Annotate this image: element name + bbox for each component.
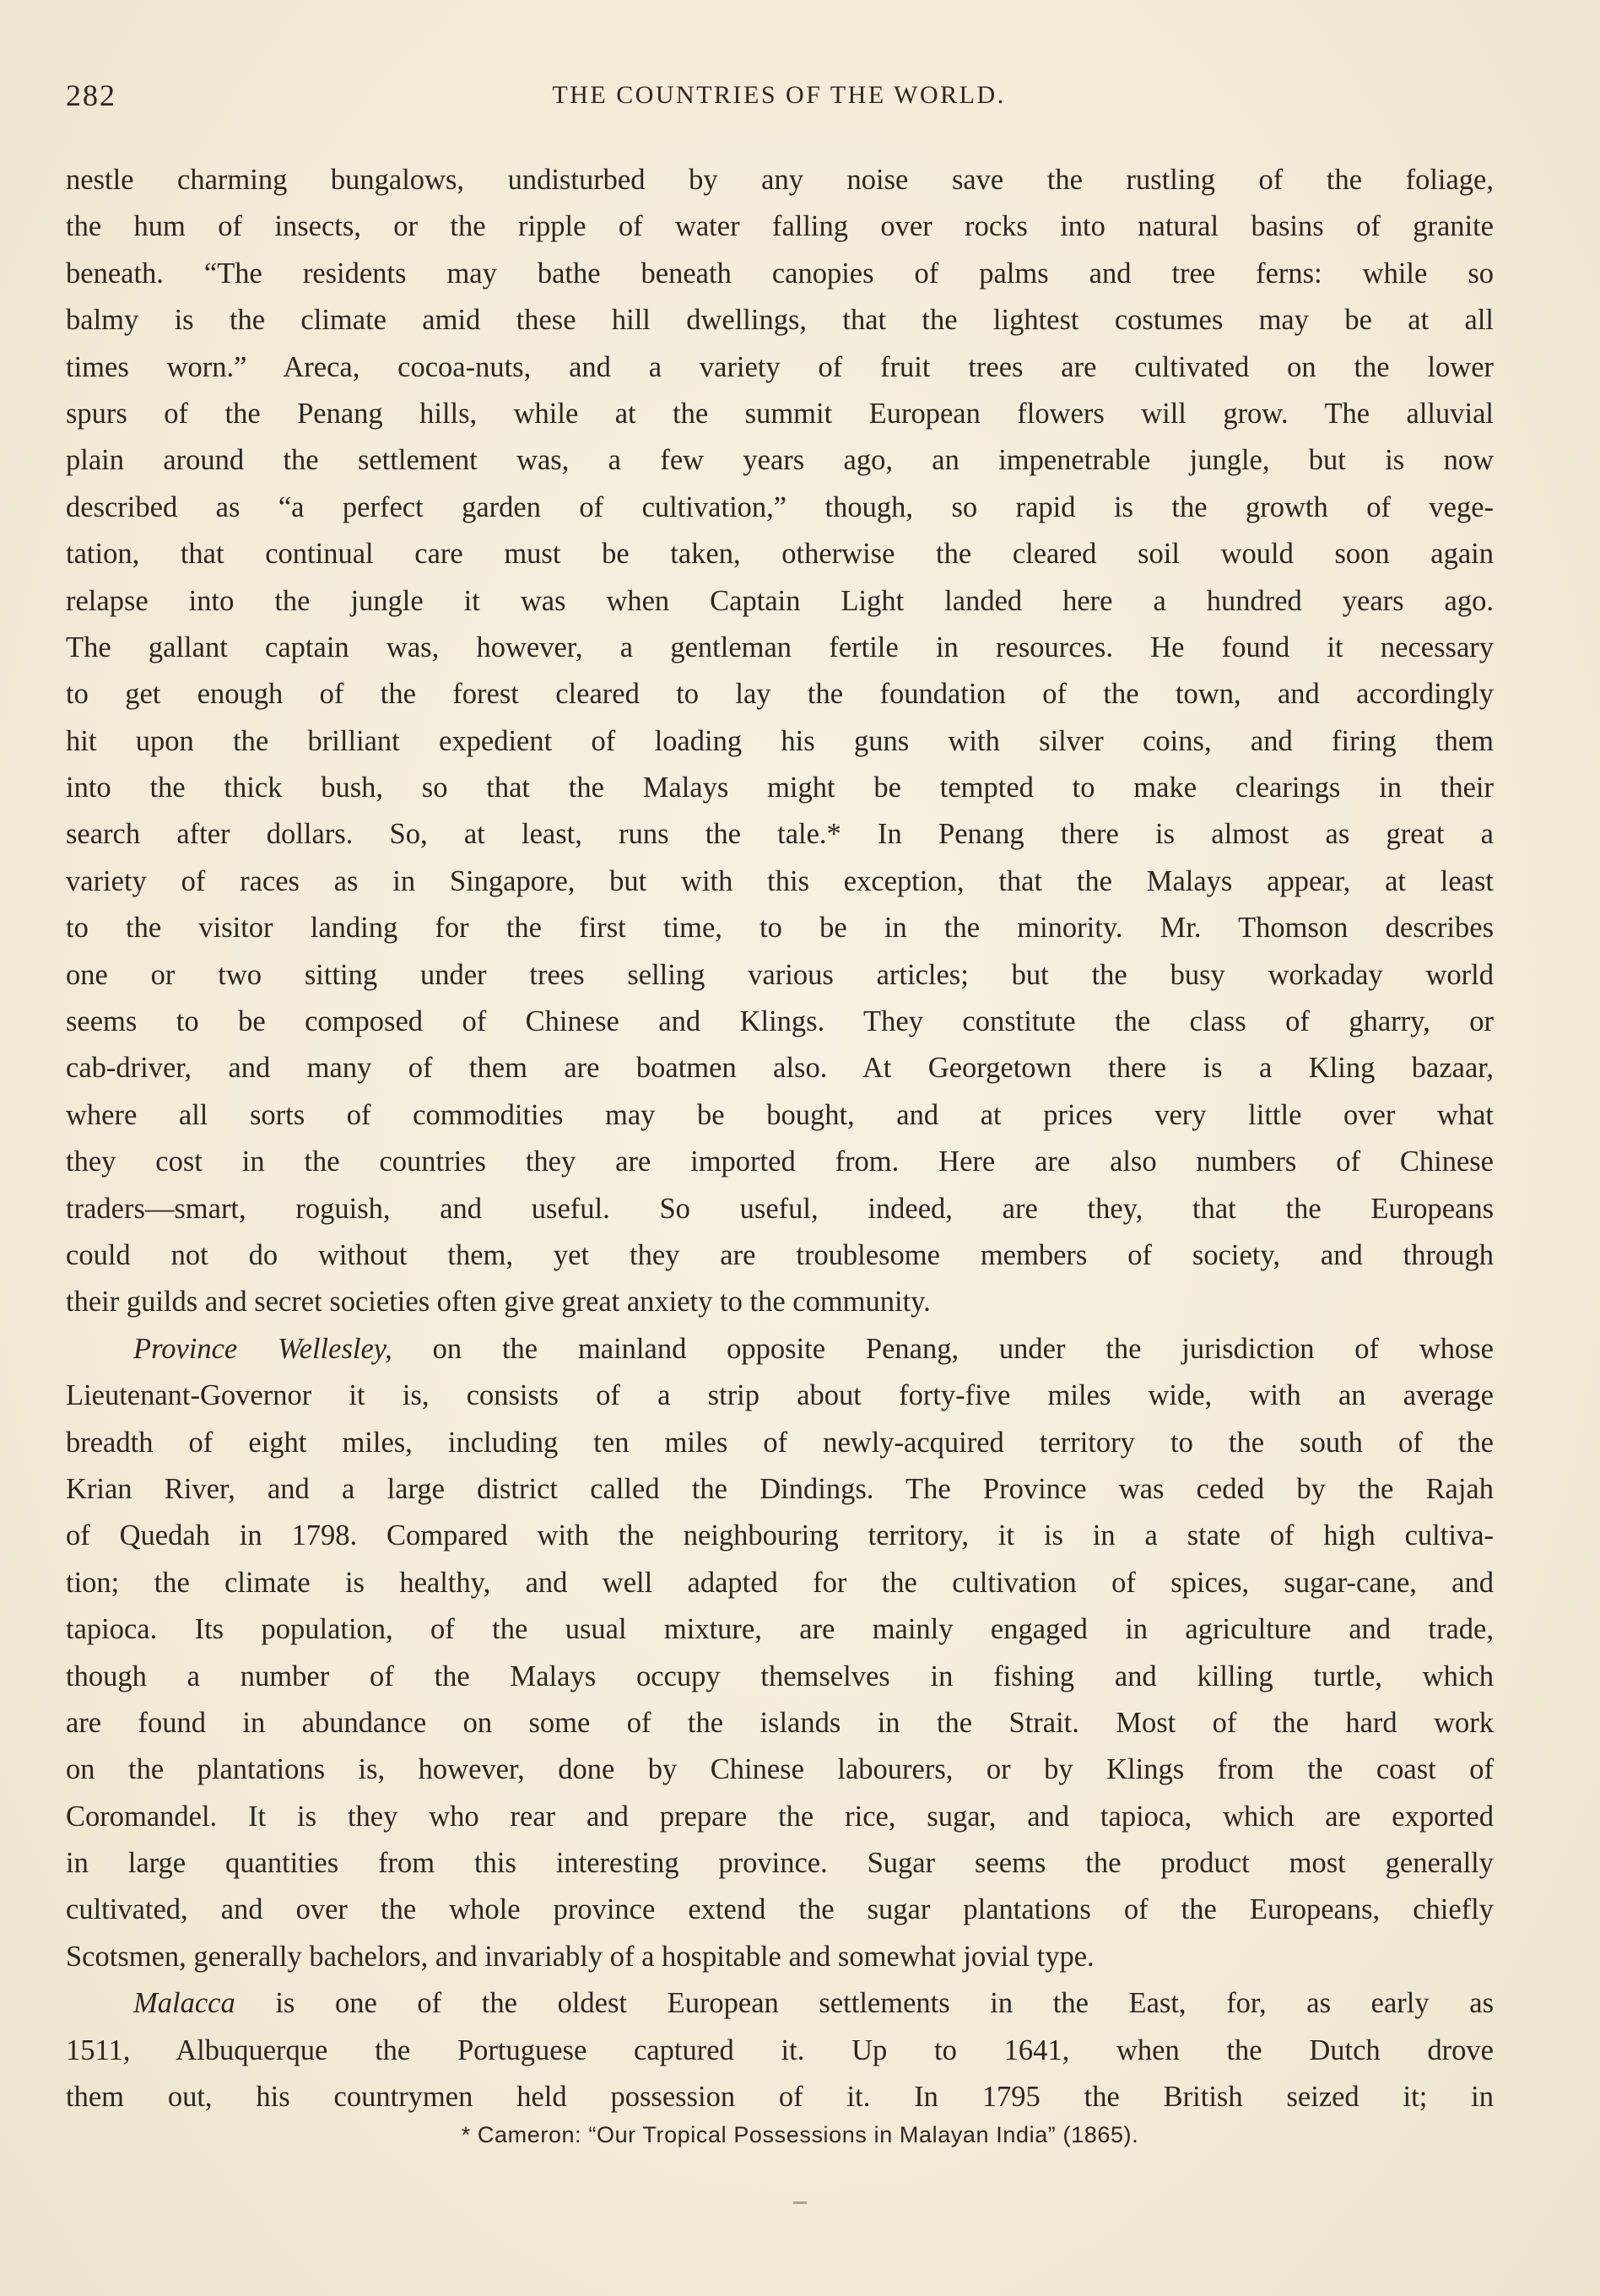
signature-mark (793, 2201, 807, 2204)
text-line: cab-driver, and many of them are boatmen also. At Georgetown there is a Kling bazaar, (66, 1052, 1494, 1085)
text-line: times worn.” Areca, cocoa-nuts, and a variety of fruit trees are cultivated on the lower (66, 350, 1494, 383)
text-line-first (66, 1980, 1494, 2027)
text-line: breadth of eight miles, including ten miles of newly-acquired territory to the south of the (66, 1426, 1494, 1459)
first-line-rest: is one of the oldest European settlements in the East, for, as early as (235, 1987, 1494, 2020)
page-header (66, 78, 1492, 120)
text-line: to get enough of the forest cleared to lay the foundation of the town, and accordingly (66, 678, 1494, 711)
text-line: The gallant captain was, however, a gentleman fertile in resources. He found it necessary (66, 631, 1494, 663)
text-line: relapse into the jungle it was when Captain Light landed here a hundred years ago. (66, 584, 1494, 617)
text-line: to the visitor landing for the first time, to be in the minority. Mr. Thomson describes (66, 912, 1494, 945)
text-line: balmy is the climate amid these hill dwellings, that the lightest costumes may be at all (66, 304, 1494, 337)
text-line: search after dollars. So, at least, runs the tale.* In Penang there is almost as great a (66, 818, 1494, 851)
paragraph-penang (66, 157, 1494, 1326)
footnote: * Cameron: “Our Tropical Possessions in Malayan India” (1865). (461, 2122, 1139, 2147)
paragraph-malacca (66, 1980, 1494, 2120)
text-line: tion; the climate is healthy, and well adapted for the cultivation of spices, sugar-cane, and (66, 1566, 1494, 1599)
text-line-first (66, 1326, 1494, 1373)
text-line: 1511, Albuquerque the Portuguese captured it. Up to 1641, when the Dutch drove (66, 2033, 1494, 2066)
text-line: they cost in the countries they are imported from. Here are also numbers of Chinese (66, 1145, 1494, 1178)
text-line: in large quantities from this interesting province. Sugar seems the product most generally (66, 1847, 1494, 1880)
text-line: seems to be composed of Chinese and Klings. They constitute the class of gharry, or (66, 1005, 1494, 1038)
text-line: cultivated, and over the whole province extend the sugar plantations of the Europeans, chiefly (66, 1893, 1494, 1926)
body-text (66, 157, 1494, 2120)
text-line: of Quedah in 1798. Compared with the neighbouring territory, it is in a state of high cultiva- (66, 1519, 1494, 1552)
text-line: described as “a perfect garden of cultivation,” though, so rapid is the growth of vege- (66, 490, 1494, 523)
paragraph-province-wellesley (66, 1326, 1494, 1980)
page-number: 282 (66, 79, 116, 112)
text-line: Krian River, and a large district called the Dindings. The Province was ceded by the Rajah (66, 1472, 1494, 1505)
text-line: Lieutenant-Governor it is, consists of a strip about forty-five miles wide, with an average (66, 1379, 1494, 1412)
text-line: plain around the settlement was, a few years ago, an impenetrable jungle, but is now (66, 444, 1494, 477)
text-line: Coromandel. It is they who rear and prepare the rice, sugar, and tapioca, which are exported (66, 1800, 1494, 1833)
text-line: their guilds and secret societies often give great anxiety to the community. (66, 1286, 931, 1319)
text-line: hit upon the brilliant expedient of loading his guns with silver coins, and firing them (66, 724, 1494, 757)
text-line: tapioca. Its population, of the usual mixture, are mainly engaged in agriculture and trade, (66, 1613, 1494, 1646)
text-line: variety of races as in Singapore, but with this exception, that the Malays appear, at least (66, 864, 1494, 897)
first-line-rest: on the mainland opposite Penang, under the jurisdiction of whose (392, 1332, 1494, 1365)
text-line: traders—smart, roguish, and useful. So useful, indeed, are they, that the Europeans (66, 1192, 1494, 1225)
paragraph-lead: Province Wellesley, (133, 1332, 392, 1365)
running-title: THE COUNTRIES OF THE WORLD. (552, 81, 1006, 109)
text-line: spurs of the Penang hills, while at the summit European flowers will grow. The alluvial (66, 397, 1494, 430)
text-line: beneath. “The residents may bathe beneath canopies of palms and tree ferns: while so (66, 257, 1494, 290)
text-line: them out, his countrymen held possession of it. In 1795 the British seized it; in (66, 2081, 1494, 2114)
text-line: into the thick bush, so that the Malays might be tempted to make clearings in their (66, 772, 1494, 804)
text-line: could not do without them, yet they are troublesome members of society, and through (66, 1238, 1494, 1271)
text-line: the hum of insects, or the ripple of water falling over rocks into natural basins of granite (66, 210, 1494, 243)
text-line: one or two sitting under trees selling various articles; but the busy workaday world (66, 958, 1494, 991)
text-line: nestle charming bungalows, undisturbed by any noise save the rustling of the foliage, (66, 164, 1494, 196)
text-line: on the plantations is, however, done by Chinese labourers, or by Klings from the coast of (66, 1753, 1494, 1786)
text-line: Scotsmen, generally bachelors, and invariably of a hospitable and somewhat jovial type. (66, 1940, 1095, 1973)
text-line: where all sorts of commodities may be bought, and at prices very little over what (66, 1098, 1494, 1131)
text-line: though a number of the Malays occupy themselves in fishing and killing turtle, which (66, 1660, 1494, 1692)
text-line: tation, that continual care must be taken, otherwise the cleared soil would soon again (66, 538, 1494, 571)
text-line: are found in abundance on some of the islands in the Strait. Most of the hard work (66, 1706, 1494, 1739)
paragraph-lead: Malacca (133, 1987, 235, 2020)
